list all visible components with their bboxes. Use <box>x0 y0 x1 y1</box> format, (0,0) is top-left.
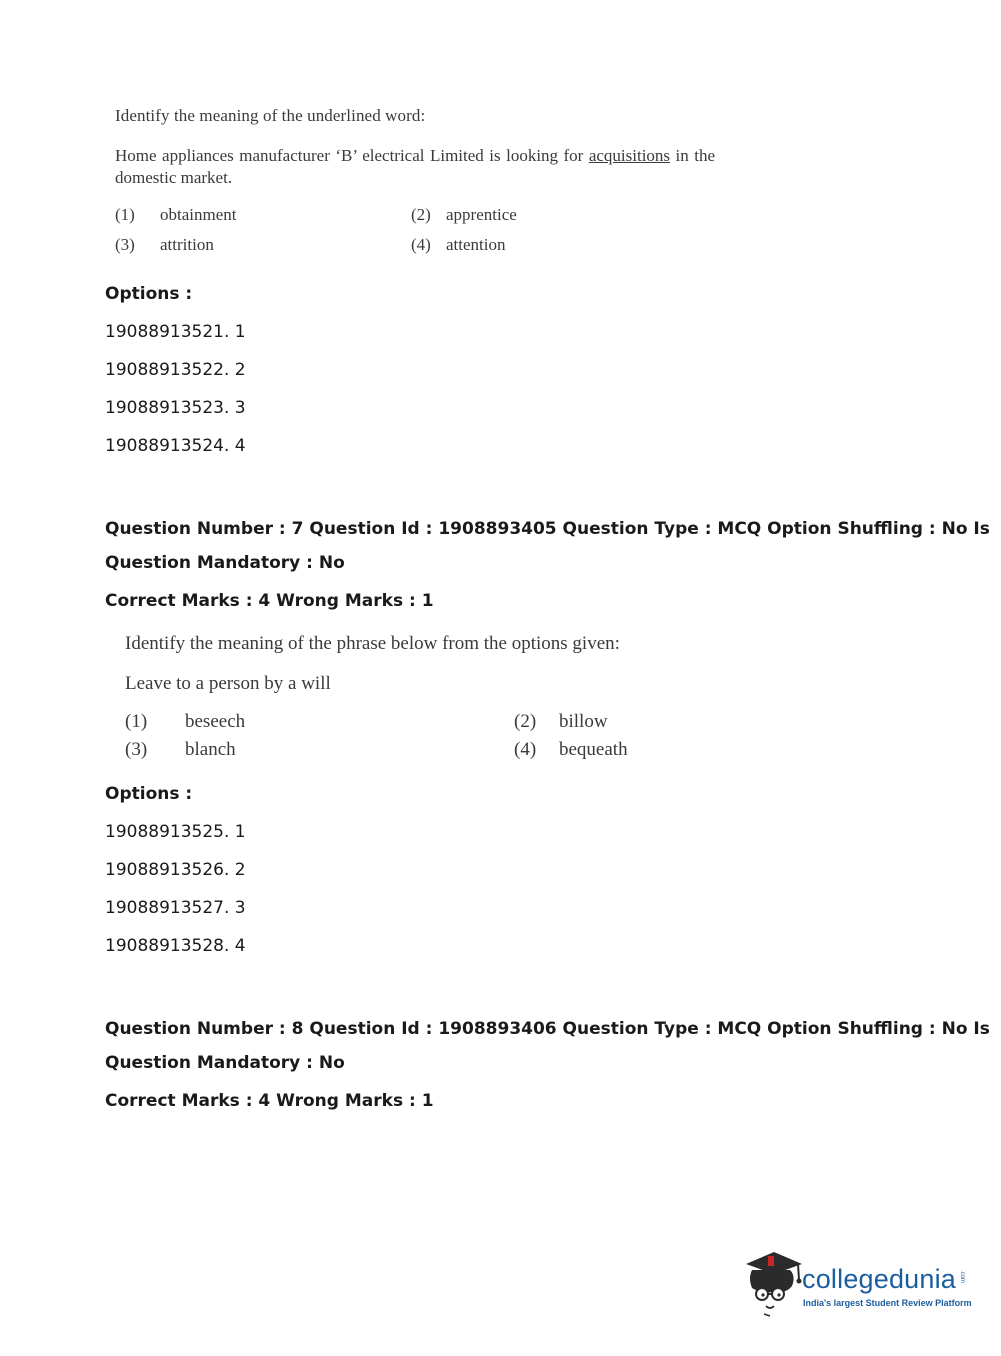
mascot-icon <box>742 1248 804 1318</box>
choice-number: (4) <box>411 235 431 254</box>
choice-number: (4) <box>514 739 537 760</box>
option-item: 19088913524. 4 <box>105 436 246 456</box>
options-heading: Options : <box>105 784 193 804</box>
question-header: Question Number : 8 Question Id : 1908893406 Question Type : MCQ Option Shuffling : No Is <box>105 1019 990 1039</box>
logo-name: collegedunia <box>802 1264 957 1294</box>
choice-text: obtainment <box>160 205 237 224</box>
collegedunia-logo <box>742 1248 972 1320</box>
choice-number: (2) <box>411 205 431 224</box>
option-item: 19088913521. 1 <box>105 322 246 342</box>
underlined-word: acquisitions <box>588 146 671 165</box>
option-item: 19088913523. 3 <box>105 398 246 418</box>
option-item: 19088913525. 1 <box>105 822 246 842</box>
question-marks: Correct Marks : 4 Wrong Marks : 1 <box>105 591 434 611</box>
choice-number: (2) <box>514 711 537 732</box>
choice-number: (3) <box>115 235 135 254</box>
choice-number: (1) <box>115 205 135 224</box>
option-item: 19088913526. 2 <box>105 860 246 880</box>
choice-text: attention <box>446 235 506 254</box>
option-item: 19088913527. 3 <box>105 898 246 918</box>
question-header: Question Number : 7 Question Id : 1908893405 Question Type : MCQ Option Shuffling : No Is <box>105 519 990 539</box>
logo-suffix: .com <box>959 1270 965 1284</box>
options-heading: Options : <box>105 284 193 304</box>
question-mandatory: Question Mandatory : No <box>105 553 345 573</box>
choice-text: blanch <box>185 739 236 760</box>
option-item: 19088913528. 4 <box>105 936 246 956</box>
choice-text: attrition <box>160 235 214 254</box>
question-stem: Identify the meaning of the phrase below from the options given: <box>125 633 620 654</box>
question-marks: Correct Marks : 4 Wrong Marks : 1 <box>105 1091 434 1111</box>
choice-text: apprentice <box>446 205 517 224</box>
question-stem: Identify the meaning of the underlined word: <box>115 106 426 125</box>
choice-text: bequeath <box>559 739 628 760</box>
choice-text: billow <box>559 711 608 732</box>
choice-number: (3) <box>125 739 148 760</box>
question-sentence: Home appliances manufacturer ‘B’ electrical Limited is looking for acquisitions in the domestic market. <box>115 146 715 187</box>
option-item: 19088913522. 2 <box>105 360 246 380</box>
choice-text: beseech <box>185 711 246 732</box>
choice-number: (1) <box>125 711 148 732</box>
logo-tagline: India's largest Student Review Platform <box>803 1298 972 1308</box>
question-phrase: Leave to a person by a will <box>125 673 331 694</box>
question-mandatory: Question Mandatory : No <box>105 1053 345 1073</box>
